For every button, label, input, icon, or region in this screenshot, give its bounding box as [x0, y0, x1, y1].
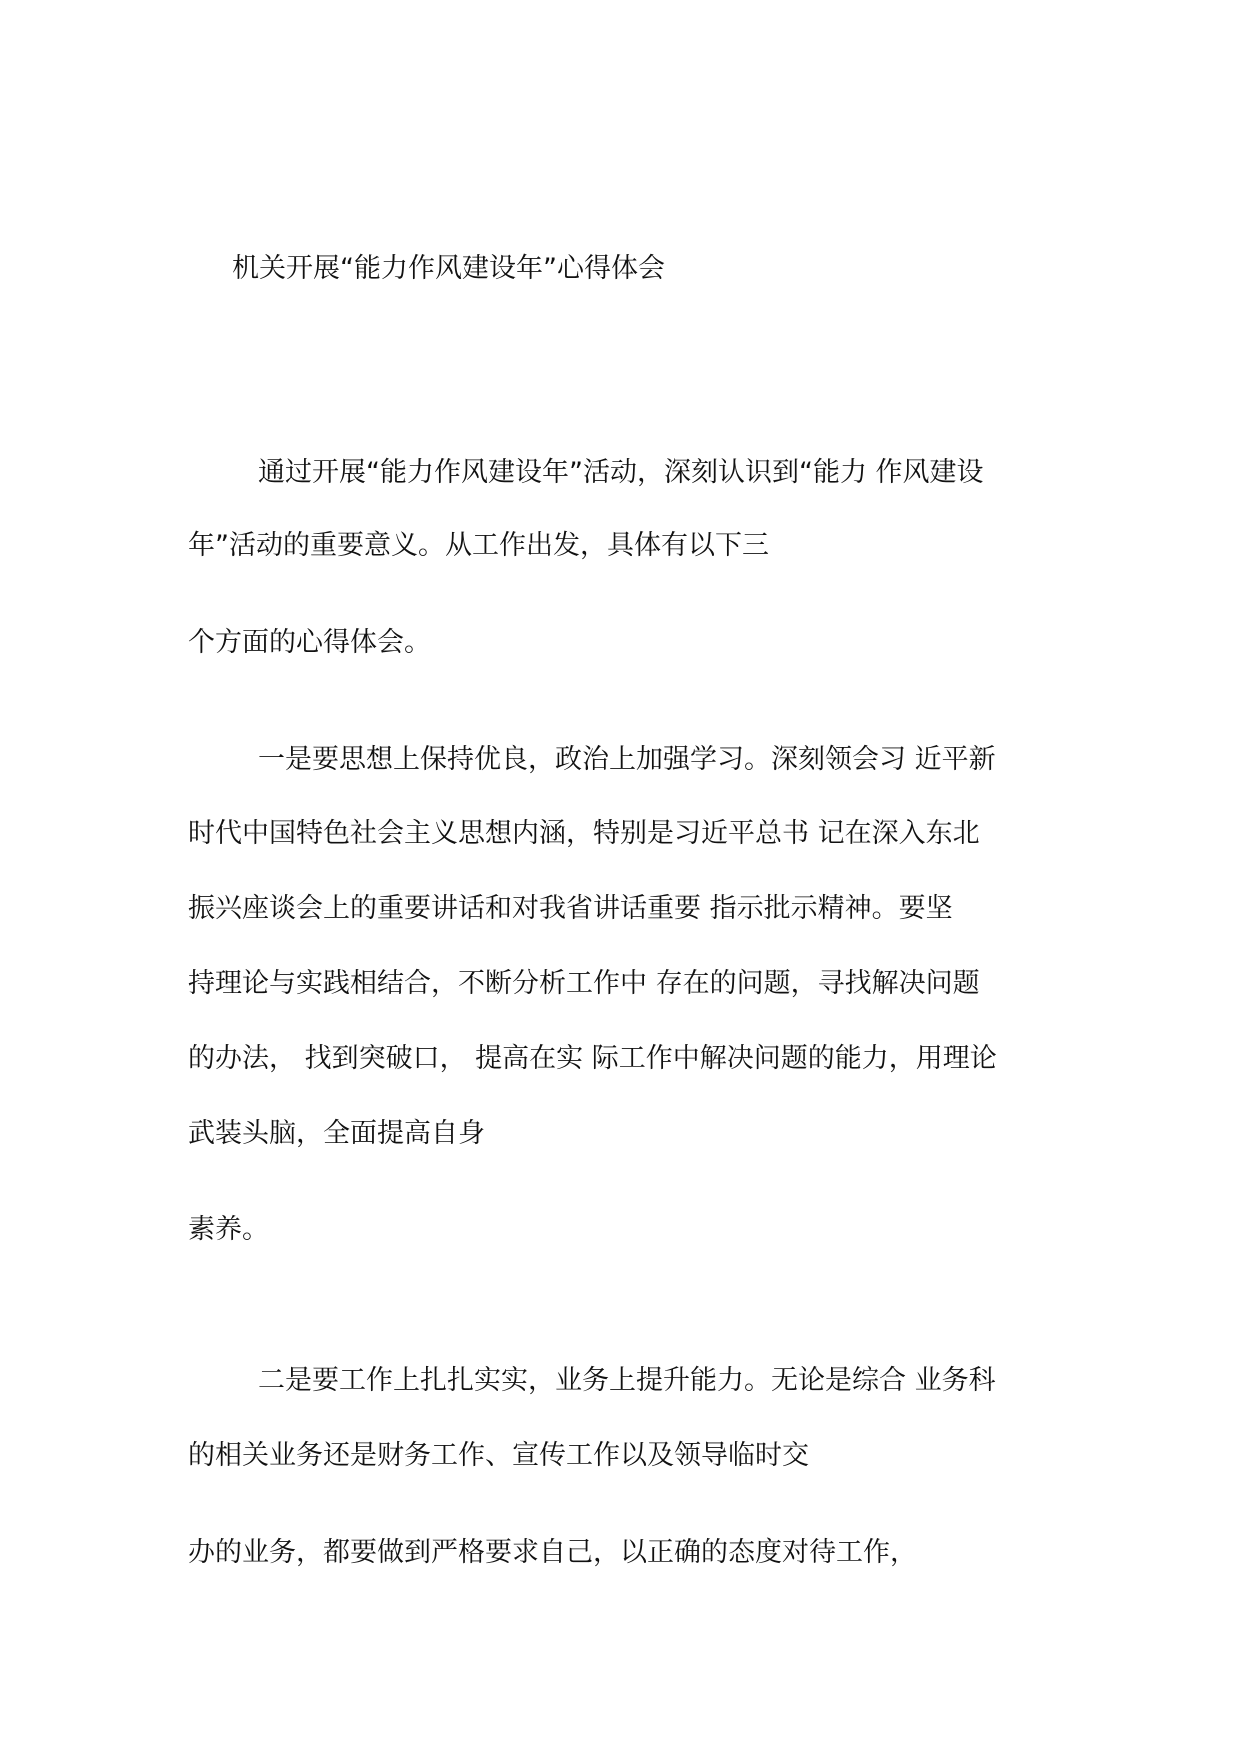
paragraph-2-line-5: 的办法， 找到突破口， 提高在实 际工作中解决问题的能力，用理论 [188, 1043, 997, 1074]
paragraph-2-line-7: 素养。 [188, 1214, 269, 1245]
paragraph-1-line-1: 通过开展“能力作风建设年”活动，深刻认识到“能力 作风建设 [258, 457, 984, 488]
paragraph-2-line-3: 振兴座谈会上的重要讲话和对我省讲话重要 指示批示精神。要坚 [188, 893, 953, 924]
document-title: 机关开展“能力作风建设年”心得体会 [232, 253, 665, 284]
paragraph-2-line-1: 一是要思想上保持优良，政治上加强学习。深刻领会习 近平新 [258, 744, 996, 775]
paragraph-2-line-6: 武装头脑，全面提高自身 [188, 1118, 485, 1149]
paragraph-3-line-2: 的相关业务还是财务工作、宣传工作以及领导临时交 [188, 1440, 809, 1471]
paragraph-2-line-2: 时代中国特色社会主义思想内涵，特别是习近平总书 记在深入东北 [188, 818, 980, 849]
paragraph-3-line-3: 办的业务，都要做到严格要求自己，以正确的态度对待工作， [188, 1537, 917, 1568]
paragraph-2-line-4: 持理论与实践相结合，不断分析工作中 存在的问题，寻找解决问题 [188, 968, 980, 999]
paragraph-1-line-2: 年”活动的重要意义。从工作出发，具体有以下三 [188, 530, 769, 561]
paragraph-1-line-3: 个方面的心得体会。 [188, 627, 431, 658]
paragraph-3-line-1: 二是要工作上扎扎实实，业务上提升能力。无论是综合 业务科 [258, 1365, 996, 1396]
